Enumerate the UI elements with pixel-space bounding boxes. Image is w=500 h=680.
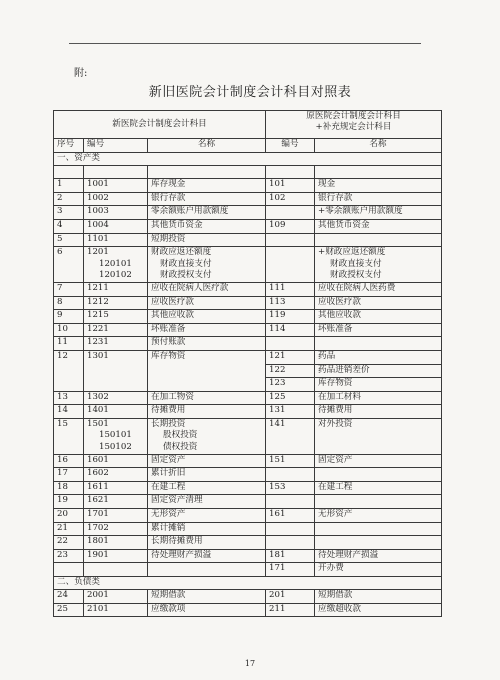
table-row: 16 1601 固定资产 151 固定资产 [54, 454, 442, 468]
table-row: 25 2101 应缴款项 211 应缴超收款 [54, 603, 442, 617]
table-row: 18 1611 在建工程 153 在建工程 [54, 481, 442, 495]
old-system-header: 原医院会计制度会计科目 +补充规定会计科目 [266, 111, 442, 139]
col-seq-header: 序号 [54, 139, 84, 153]
table-row: 7 1211 应收在院病人医疗款 111 应收在院病人医药费 [54, 282, 442, 296]
table-row: 24 2001 短期借款 201 短期借款 [54, 590, 442, 604]
col-old-name-header: 名称 [315, 139, 442, 153]
section-liabilities: 二、负债类 [54, 577, 442, 590]
table-row: 20 1701 无形资产 161 无形资产 [54, 509, 442, 523]
table-row: 17 1602 累计折旧 [54, 468, 442, 482]
table-row: 2 1002 银行存款 102 银行存款 [54, 192, 442, 206]
section-assets: 一、资产类 [54, 152, 442, 165]
col-code-header: 编号 [84, 139, 148, 153]
attachment-label: 附: [74, 68, 88, 79]
table-row: 6 1201 120101 120102 财政应返还额度 财政直接支付 财政授权支付 +财政应返还额度 财政直接支付 财政授权支付 [54, 247, 442, 283]
table-row: 4 1004 其他货币资金 109 其他货币资金 [54, 219, 442, 233]
table-row: 8 1212 应收医疗款 113 应收医疗款 [54, 296, 442, 310]
table-row: 12 1301 库存物资 121 药品 [54, 350, 442, 364]
table-row: 10 1221 坏账准备 114 坏账准备 [54, 323, 442, 337]
account-mapping-table [53, 110, 442, 617]
table-row: 11 1231 预付账款 [54, 337, 442, 351]
col-old-code-header: 编号 [266, 139, 315, 153]
table-row: 122 药品进销差价 [54, 364, 442, 378]
table-row: 171 开办费 [54, 563, 442, 577]
page-title: 新旧医院会计制度会计科目对照表 [148, 85, 352, 100]
page-number: 17 [244, 659, 256, 668]
table-row: 23 1901 待处理财产损溢 181 待处理财产损溢 [54, 549, 442, 563]
table-row: 21 1702 累计摊销 [54, 522, 442, 536]
top-rule [69, 43, 421, 44]
table-row: 15 1501 150101 150102 长期投资 股权投资 债权投资 141 对外投资 [54, 418, 442, 454]
table-row: 19 1621 固定资产清理 [54, 495, 442, 509]
table-row: 14 1401 待摊费用 131 待摊费用 [54, 405, 442, 419]
table-row: 1 1001 库存现金 101 现金 [54, 179, 442, 193]
table-row: 22 1801 长期待摊费用 [54, 536, 442, 550]
col-name-header: 名称 [148, 139, 266, 153]
table-row: 5 1101 短期投资 [54, 233, 442, 247]
table-row: 123 库存物资 [54, 378, 442, 392]
table-row: 3 1003 零余额账户用款额度 +零余额账户用款额度 [54, 206, 442, 220]
table-row: 13 1302 在加工物资 125 在加工材料 [54, 391, 442, 405]
table-row: 9 1215 其他应收款 119 其他应收款 [54, 310, 442, 324]
new-system-header: 新医院会计制度会计科目 [54, 111, 266, 139]
